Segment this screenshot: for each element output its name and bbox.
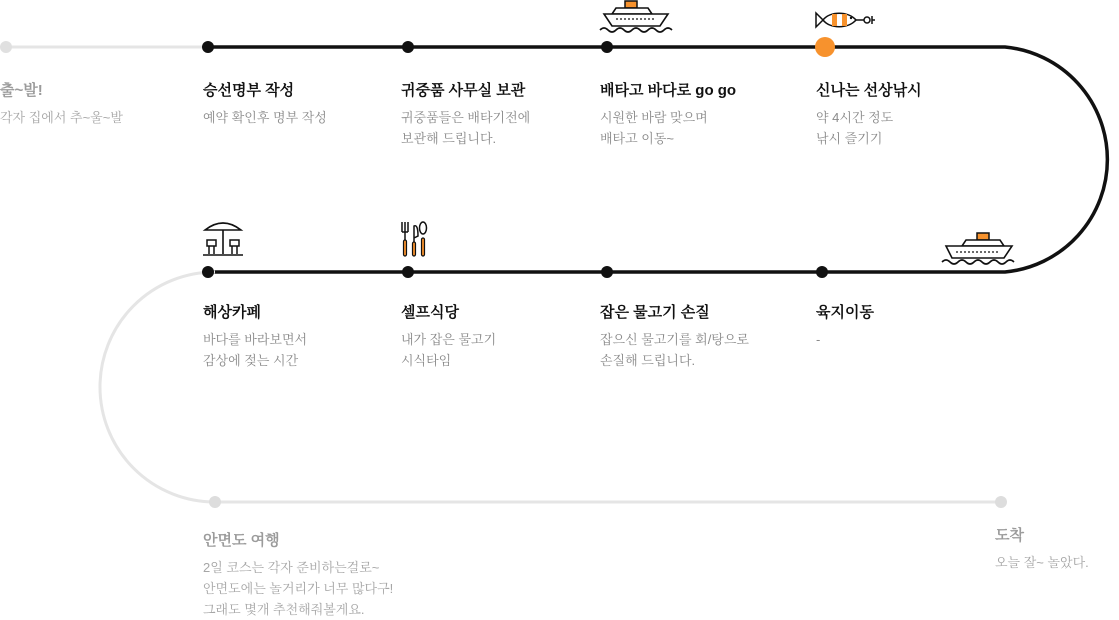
stop-title: 셀프식당 [401,304,459,321]
stop-dot-fishing-current [815,37,835,57]
stop-title: 출~발! [0,82,43,99]
cafe-umbrella-icon [201,218,245,258]
stop-title: 신나는 선상낚시 [816,82,922,99]
stop-desc: 바다를 바라보면서 감상에 젖는 시간 [203,332,308,368]
stop-dot-boat [601,41,613,53]
timeline-stop-boat [600,81,830,149]
stop-dot-cleaning [601,266,613,278]
stop-desc: 약 4시간 정도 낚시 즐기기 [816,110,894,146]
stop-desc: 예약 확인후 명부 작성 [203,110,327,125]
stop-desc: 잡으신 물고기를 회/탕으로 손질해 드립니다. [600,332,749,368]
timeline-stop-roster [203,81,433,128]
stop-dot-restaurant [402,266,414,278]
stop-title: 안면도 여행 [203,532,280,549]
stop-desc: 각자 집에서 추~울~발 [0,110,123,125]
stop-title: 승선명부 작성 [203,82,295,99]
stop-dot-anmyeondo [209,496,221,508]
timeline-stop-cleaning [600,303,830,371]
stop-desc: - [816,332,821,347]
stop-title: 잡은 물고기 손질 [600,304,710,321]
cutlery-icon [398,220,430,260]
stop-desc: 귀중품들은 배타기전에 보관해 드립니다. [401,110,531,146]
timeline-stop-start [0,81,230,128]
stop-title: 도착 [995,527,1024,544]
stop-desc: 시원한 바람 맞으며 배타고 이동~ [600,110,708,146]
timeline-stop-fishing [816,81,1046,149]
stop-dot-land [816,266,828,278]
stop-dot-roster [202,41,214,53]
stop-desc: 내가 잡은 물고기 시식타임 [401,332,497,368]
timeline-stop-valuables [401,81,631,149]
timeline-stop-arrival [995,526,1115,573]
stop-title: 육지이동 [816,304,874,321]
stop-dot-arrival [995,496,1007,508]
timeline-stop-cafe [203,303,433,371]
timeline-stop-restaurant [401,303,631,371]
timeline-stop-land [816,303,1046,350]
timeline-stop-anmyeondo [203,531,463,620]
stop-dot-cafe [202,266,214,278]
fish-icon [814,9,878,31]
stop-desc: 2일 코스는 각자 준비하는걸로~ 안면도에는 놀거리가 너무 많다구! 그래도 몇개 추천해줘볼게요. [203,560,394,617]
stop-title: 해상카페 [203,304,261,321]
stop-dot-valuables [402,41,414,53]
stop-dot-start [0,41,12,53]
stop-title: 귀중품 사무실 보관 [401,82,526,99]
stop-title: 배타고 바다로 go go [600,82,737,99]
ship-icon [940,232,1018,268]
stop-desc: 오늘 잘~ 놀았다. [995,555,1089,570]
ship-icon [598,0,676,36]
